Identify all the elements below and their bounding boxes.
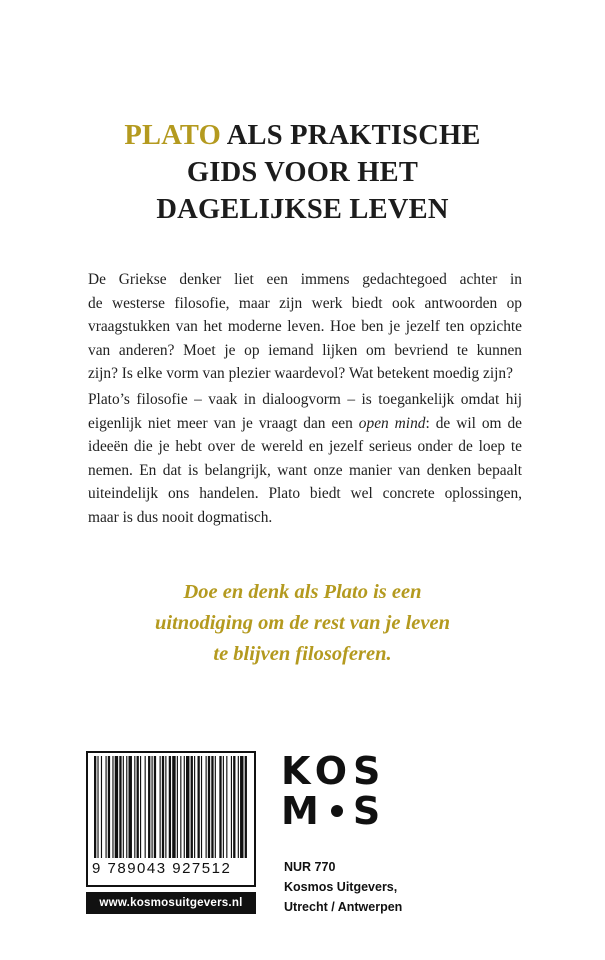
barcode-bar xyxy=(198,756,200,858)
barcode-bar xyxy=(94,756,96,858)
book-title xyxy=(0,117,605,228)
logo-letter: M xyxy=(281,789,325,833)
publisher-info xyxy=(284,857,402,917)
title-accent: PLATO xyxy=(124,120,221,151)
blurb-line: De Griekse denker liet een immens gedachtegoed achter in xyxy=(88,271,522,288)
barcode-bar xyxy=(172,756,175,858)
blurb-line: ideeën die je hebt over de wereld en jezelf serieus onder de loep te xyxy=(88,438,522,456)
barcode-bar xyxy=(119,756,121,858)
blurb-line: maar is dus nooit dogmatisch. xyxy=(88,508,273,526)
blurb-line: uiteindelijk ons handelen. Plato biedt wel concrete oplossingen, xyxy=(88,485,522,503)
barcode-bar xyxy=(177,756,178,858)
barcode-bar xyxy=(126,756,127,858)
kosmos-logo xyxy=(281,749,387,833)
blurb-line: de westerse filosofie, maar zijn werk biedt ook antwoorden op xyxy=(88,294,522,312)
barcode-bar xyxy=(162,756,164,858)
barcode-bar xyxy=(97,756,98,858)
barcode-bar xyxy=(106,756,107,858)
barcode-bar xyxy=(238,756,239,858)
publisher-location: Utrecht / Antwerpen xyxy=(284,900,403,914)
blurb-line: van anderen? Moet je op iemand lijken om bevriend te kunnen xyxy=(88,341,522,359)
blurb-paragraph-2 xyxy=(88,388,522,530)
quote-line: te blijven filosoferen. xyxy=(213,643,392,665)
barcode-bar xyxy=(231,756,232,858)
barcode-bar xyxy=(137,756,139,858)
logo-row-2 xyxy=(281,789,387,833)
logo-dot-icon xyxy=(331,805,343,817)
blurb-line: Plato’s filosofie – vaak in dialoogvorm – is toegankelijk omdat hij xyxy=(88,391,522,408)
blurb-text: eigenlijk niet meer van je vraagt dan een xyxy=(88,414,359,432)
barcode-bar xyxy=(223,756,224,858)
barcode-bar xyxy=(201,756,202,858)
title-line-3: DAGELIJKSE LEVEN xyxy=(156,194,449,225)
barcode-bar xyxy=(219,756,221,858)
title-line-1-rest: ALS PRAKTISCHE xyxy=(220,120,481,151)
title-line-1 xyxy=(0,117,605,154)
barcode-bar xyxy=(145,756,146,858)
barcode-bar xyxy=(240,756,243,858)
isbn-number: 9 789043 927512 xyxy=(92,860,232,877)
nur-code: NUR 770 xyxy=(284,860,336,874)
barcode-bar xyxy=(233,756,235,858)
barcode-bar xyxy=(134,756,135,858)
barcode-bar xyxy=(108,756,110,858)
blurb-text: : de wil om de xyxy=(425,414,522,432)
barcode-bar xyxy=(215,756,216,858)
blurb-emphasis: open mind xyxy=(358,414,426,432)
barcode-bar xyxy=(211,756,213,858)
barcode-bar xyxy=(208,756,210,858)
barcode-bars xyxy=(92,756,252,860)
blurb-line: zijn? Is elke vorm van plezier waardevol? Wat betekent moedig zijn? xyxy=(88,365,513,383)
barcode-bar xyxy=(123,756,124,858)
blurb-paragraph-1 xyxy=(88,268,522,386)
pull-quote xyxy=(0,577,605,670)
barcode-bar xyxy=(101,756,102,858)
quote-line: Doe en denk als Plato is een xyxy=(183,581,422,603)
title-line-2: GIDS VOOR HET xyxy=(186,157,419,188)
barcode-bar xyxy=(115,756,118,858)
quote-line: uitnodiging om de rest van je leven xyxy=(155,612,450,634)
barcode-bar xyxy=(245,756,247,858)
barcode-bar xyxy=(169,756,171,858)
barcode-bar xyxy=(112,756,113,858)
barcode-bar xyxy=(186,756,189,858)
website-url: www.kosmosuitgevers.nl xyxy=(86,892,256,914)
barcode-bar xyxy=(152,756,153,858)
logo-letter: S xyxy=(352,789,387,833)
barcode-bar xyxy=(191,756,193,858)
barcode-bar xyxy=(184,756,185,858)
barcode-bar xyxy=(165,756,166,858)
barcode-bar xyxy=(154,756,156,858)
publisher-name: Kosmos Uitgevers, xyxy=(284,880,398,894)
barcode-bar xyxy=(129,756,132,858)
barcode-bar xyxy=(194,756,195,858)
blurb-line: nemen. En dat is belangrijk, want onze manier van denken bepaalt xyxy=(88,461,522,479)
barcode-bar xyxy=(180,756,181,858)
barcode-bar xyxy=(140,756,141,858)
logo-row-1: KOS xyxy=(281,749,387,793)
barcode-bar xyxy=(226,756,227,858)
barcode-bar xyxy=(160,756,161,858)
barcode-bar xyxy=(148,756,150,858)
barcode-bar xyxy=(206,756,207,858)
blurb-line xyxy=(88,412,522,436)
blurb-line: vraagstukken van het moderne leven. Hoe ben je jezelf ten opzichte xyxy=(88,318,522,336)
